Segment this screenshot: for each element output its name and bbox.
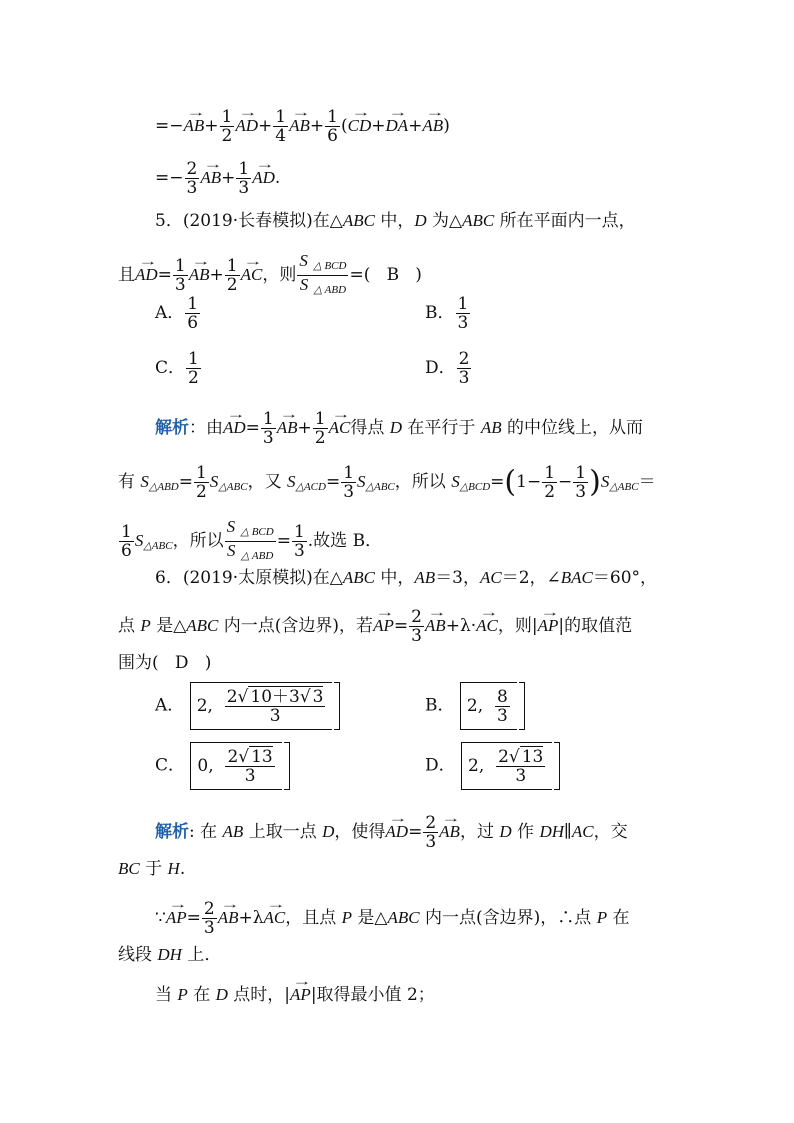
p5-answer: B — [386, 265, 400, 285]
p6-analysis-line3: ∵→ AP= $\frac{2}{3}$ → AB+λ→ AC，且点 P 是△ABC 内一点(含边界)，∴点 P 在 — [155, 900, 630, 937]
p6-number: 6． — [155, 568, 183, 588]
p6-option-c[interactable]: C． 0, $\frac{2√ 13}{3}$ — [155, 742, 290, 790]
p5-source: (2019·长春模拟) — [182, 211, 313, 231]
p5-analysis-line1: 解析：由→ AD= $\frac{1}{3}$ → AB+ $\frac{1}{2}$ → AC得点 D 在平行于 AB 的中位线上，从而 — [155, 410, 643, 447]
p5-option-a[interactable]: A． $\frac{1}{6}$ — [155, 294, 199, 333]
p6-option-d[interactable]: D． 2, $\frac{2√ 13}{3}$ — [425, 742, 560, 790]
p6-analysis-line1: 解析: 在 AB 上取一点 D，使得→ AD= $\frac{2}{3}$ → AB，过 D 作 DH∥AC，交 — [155, 814, 628, 851]
p6-source: (2019·太原模拟) — [182, 568, 313, 588]
p6-analysis-line2: BC 于 H. — [118, 859, 186, 879]
p5-analysis-line3: $\frac{1}{6}$ $S_{\triangle ABC}$，所以 $\frac{S _{\triangle BCD}}{S _{\triangle ABD}}$ = $\frac{1}{3}$ .故选 B． — [121, 517, 383, 562]
p6-stem-line1: 6．(2019·太原模拟)在△ABC 中，AB＝3，AC＝2，∠BAC＝60°， — [155, 568, 658, 588]
p5-stem-line1: 5．(2019·长春模拟)在△ABC 中，D 为△ABC 所在平面内一点， — [155, 211, 636, 231]
p6-stem-line3: 围为( D ) — [118, 653, 212, 673]
p6-option-b[interactable]: B． 2, $\frac{8}{3}$ — [425, 682, 525, 730]
p6-answer: D — [174, 653, 189, 673]
p5-analysis-label: 解析 — [155, 418, 189, 438]
p5-analysis-line2: 有 $S_{\triangle ABD}=$ $\frac{1}{2}$ $S_{\triangle ABC}$，又 $S_{\triangle ACD}=$ $\frac{1}{3}$ $S_{\triangle ABC}$，所以 $S_{\triangle BCD}=(1-$ $\frac{1}{2}$ − $\frac{1}{3}$ )$S_{\triangle ABC}=$ — [118, 463, 656, 502]
p5-stem-line2: 且→ AD= $\frac{1}{3}$ → AB+ $\frac{1}{2}$ → AC，则 $\frac{S _{\triangle BCD}}{S _{\triangle ABD}}$ =( B ) — [118, 252, 422, 299]
p5-option-d[interactable]: D． $\frac{2}{3}$ — [425, 349, 470, 388]
p4-line1: =−→ AB+ $\frac{1}{2}$ → AD+ $\frac{1}{4}$ → AB+ $\frac{1}{6}$ (→ CD+→ DA+→ AB) — [155, 108, 450, 145]
p4-line2: =− $\frac{2}{3}$ → AB+ $\frac{1}{3}$ → AD. — [155, 160, 280, 197]
p6-analysis-line4: 线段 DH 上． — [118, 945, 222, 965]
p5-number: 5． — [155, 211, 183, 231]
p6-analysis-line5: 当 P 在 D 点时，|→ AP|取得最小值 2； — [155, 984, 435, 1006]
p6-option-a[interactable]: A． 2, $\frac{2√ 10+3√ 3}{3}$ — [155, 682, 340, 730]
p6-analysis-label: 解析 — [155, 822, 189, 842]
p5-option-c[interactable]: C． $\frac{1}{2}$ — [155, 349, 199, 388]
p6-stem-line2: 点 P 是△ABC 内一点(含边界)，若→ AP= $\frac{2}{3}$ → AB+λ·→ AC，则|→ AP|的取值范 — [118, 608, 632, 645]
p5-option-b[interactable]: B． $\frac{1}{3}$ — [425, 294, 469, 333]
